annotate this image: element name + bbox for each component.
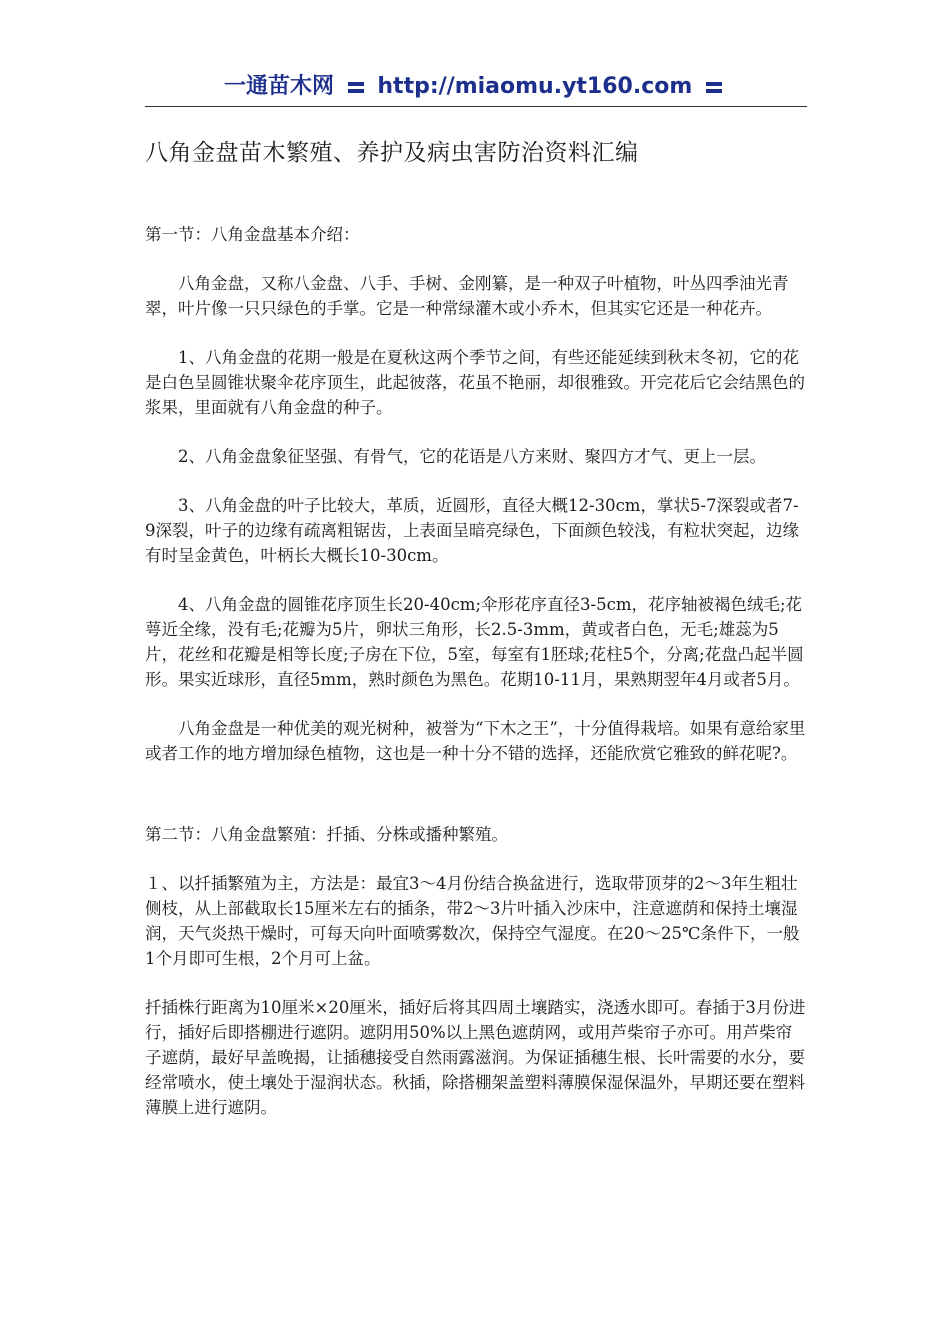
equals-icon: [706, 80, 722, 94]
site-name: 一通苗木网: [224, 74, 335, 99]
site-url-link[interactable]: http://miaomu.yt160.com: [377, 74, 693, 99]
site-header: [145, 72, 807, 107]
section-1-heading: 第一节：八角金盘基本介绍：: [145, 225, 360, 244]
equals-icon: [348, 80, 364, 94]
paragraph-5: 八角金盘是一种优美的观光树种，被誉为“下木之王”，十分值得栽培。如果有意给家里或者工作的地方增加绿色植物，这也是一种十分不错的选择，还能欣赏它雅致的鲜花呢?。: [145, 719, 806, 763]
intro-paragraph: 八角金盘，又称八金盘、八手、手树、金刚纂，是一种双子叶植物，叶丛四季油光青翠，叶片像一只只绿色的手掌。它是一种常绿灌木或小乔木，但其实它还是一种花卉。: [145, 274, 789, 318]
paragraph-2: 2、八角金盘象征坚强、有骨气，它的花语是八方来财、聚四方才气、更上一层。: [178, 447, 766, 466]
document-body: [145, 222, 807, 1120]
section-2-paragraph-2: 扦插株行距离为10厘米×20厘米，插好后将其四周土壤踏实，浇透水即可。春插于3月份进行，插好后即搭棚进行遮阴。遮阴用50%以上黑色遮荫网，或用芦柴帘子亦可。用芦柴帘子遮荫，最好早盖晚揭，让插穗接受自然雨露滋润。为保证插穗生根、长叶需要的水分，要经常喷水，使土壤处于湿润状态。秋插，除搭棚架盖塑料薄膜保湿保温外，早期还要在塑料薄膜上进行遮阴。: [145, 998, 806, 1117]
section-2-paragraph-1: １、以扦插繁殖为主，方法是：最宜3～4月份结合换盆进行，选取带顶芽的2～3年生粗壮侧枝，从上部截取长15厘米左右的插条，带2～3片叶插入沙床中，注意遮荫和保持土壤湿润，天气炎热干燥时，可每天向叶面喷雾数次，保持空气湿度。在20～25℃条件下，一般1个月即可生根，2个月可上盆。: [145, 874, 800, 968]
document-title: 八角金盘苗木繁殖、养护及病虫害防治资料汇编: [145, 140, 639, 166]
paragraph-3: 3、八角金盘的叶子比较大，革质，近圆形，直径大概12-30cm，掌状5-7深裂或者7-9深裂，叶子的边缘有疏离粗锯齿，上表面呈暗亮绿色，下面颜色较浅，有粒状突起，边缘有时呈金黄色，叶柄长大概长10-30cm。: [145, 496, 799, 565]
section-2-heading: 第二节：八角金盘繁殖：扦插、分株或播种繁殖。: [145, 825, 508, 844]
paragraph-1: 1、八角金盘的花期一般是在夏秋这两个季节之间，有些还能延续到秋末冬初，它的花是白色呈圆锥状聚伞花序顶生，此起彼落，花虽不艳丽，却很雅致。开完花后它会结黑色的浆果，里面就有八角金盘的种子。: [145, 348, 805, 417]
paragraph-4: 4、八角金盘的圆锥花序顶生长20-40cm;伞形花序直径3-5cm，花序轴被褐色绒毛;花萼近全缘，没有毛;花瓣为5片，卵状三角形，长2.5-3mm，黄或者白色，无毛;雄蕊为5片，花丝和花瓣是相等长度;子房在下位，5室，每室有1胚球;花柱5个，分离;花盘凸起半圆形。果实近球形，直径5mm，熟时颜色为黑色。花期10-11月，果熟期翌年4月或者5月。: [145, 595, 804, 689]
